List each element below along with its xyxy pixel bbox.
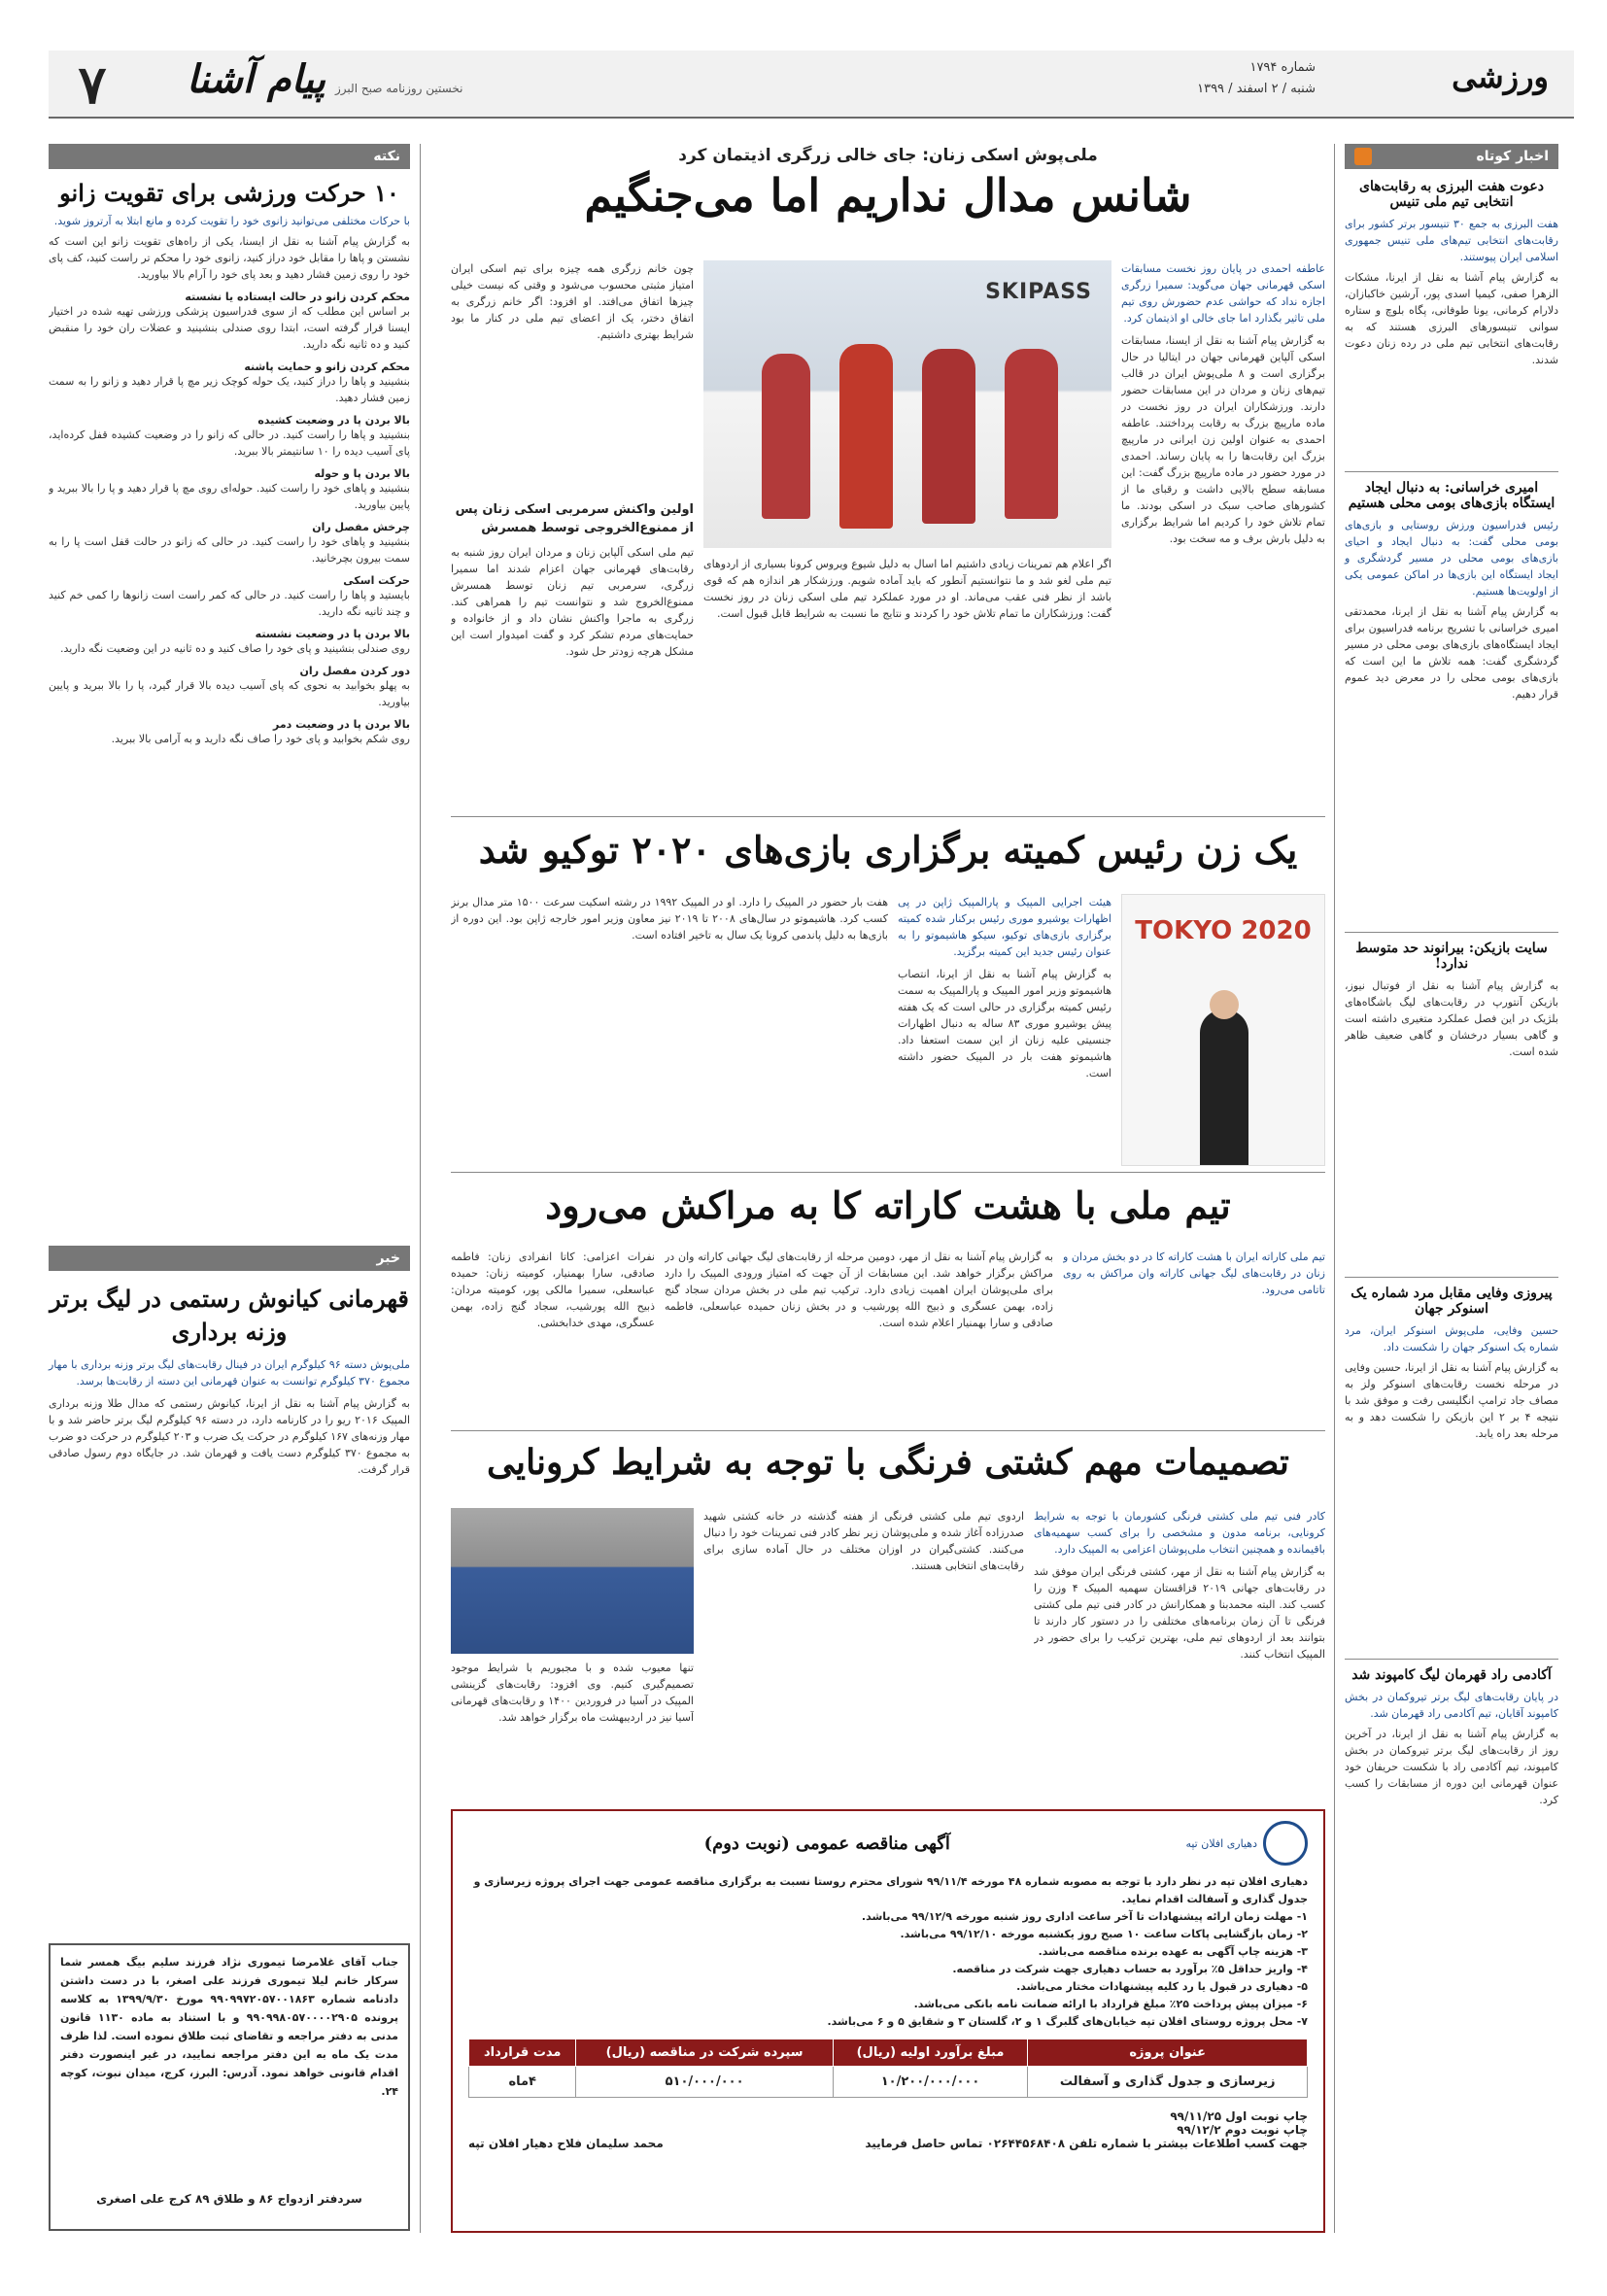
issue-number: شماره ۱۷۹۴	[1249, 60, 1316, 75]
karate-body: به گزارش پیام آشنا به نقل از مهر، دومین مرحله از رقابت‌های لیگ جهانی کاراته وان در مراکش برگزار خواهد شد. این مسابقات از آن جهت که امتیاز ورودی المپیک را دارد برای ملی‌پوشان ایران اهمیت زیادی دارد. ترکیب تیم ملی در بخش مردان سجاد گنج زاده، بهمن عسگری و ذبیح الله پورشیب و در بخش زنان حمیده عباسعلی، فاطمه صادقی و سارا بهمنیار اعلام شده است.	[665, 1251, 1053, 1329]
notice-body: جناب آقای غلامرضا تیموری نژاد فرزند سلیم بیگ همسر شما سرکار خانم لیلا تیموری فرزند علی اصغر، با در دست داشتن دادنامه شماره ۹۹۰۹۹۷۲۰۵۷۰۰۱۸۶۳ مورخ ۱۳۹۹/۹/۳۰ به کلاسه پرونده ۹۹۰۹۹۸۰۵۷۰۰۰۰۲۹۰۵ و با استناد به ماده ۱۱۳۰ قانون مدنی به دفتر مراجعه و تقاضای ثبت طلاق نموده است. لذا ظرف مدت یک ماه به این دفتر مراجعه نمایید، در غیر اینصورت دفتر اقدام قانونی خواهد نمود. آدرس: البرز، کرج، میدان نبوت، کوچه ۲۴.	[60, 1956, 398, 2098]
exercise-title: محکم کردن زانو در حالت ایستاده یا نشسته	[185, 291, 410, 303]
exercise-body: بر اساس این مطلب که از سوی فدراسیون پزشکی ورزشی تهیه شده در اختیار ایسنا قرار گرفته است، ابتدا روی صندلی بنشینید و عضلات ران خود را منقبض کنید و ده ثانیه نگه دارید.	[49, 305, 410, 351]
exercise-title: بالا بردن پا و حوله	[314, 467, 410, 480]
tender-print-2: چاپ نوبت دوم ۹۹/۱۲/۲	[1177, 2123, 1308, 2137]
tokyo-body: به گزارش پیام آشنا به نقل از ایرنا، انتصاب هاشیموتو وزیر امور المپیک و پارالمپیک به سمت رئیس کمیته برگزاری در حالی است که یک هفته پیش یوشیرو موری ۸۳ ساله به دنبال اظهارات جنسیتی علیه زنان از این سمت استعفا داد. هاشیموتو هفت بار در المپیک حضور داشته است.	[898, 968, 1111, 1079]
wrestling-body3: تنها معیوب شده و با مجبوریم با شرایط موجود تصمیم‌گیری کنیم. وی افزود: رقابت‌های گزینشی المپیک در آسیا در فروردین ۱۴۰۰ و رقابت‌های قهرمانی آسیا نیز در اردیبهشت ماه برگزار خواهد شد.	[451, 1662, 694, 1724]
tender-ad	[451, 1809, 1325, 2233]
short-news-label: اخبار کوتاه	[1345, 144, 1558, 169]
short-news-body-1: به گزارش پیام آشنا به نقل از ایرنا، مشکات الزهرا صفی، کیمیا اسدی پور، آرشین خاکبازان، دلارام کرمانی، یونا طوفانی، پگاه بلوچ و ستاره سوانی تنیسورهای البرزی هستند که به رقابت‌های انتخابی تیم ملی در رده زنان دعوت شدند.	[1345, 271, 1558, 366]
exercise-body: بنشینید و پاها را راست کنید. در حالی که زانو را در وضعیت کشیده قفل کرده‌اید، پای آسیب دیده را ۱۰ سانتیمتر بالا ببرید.	[49, 428, 410, 458]
ski-article	[451, 146, 1325, 222]
short-news-title-2: امیری خراسانی: به دنبال ایجاد ایستگاه بازی‌های بومی محلی هستیم	[1348, 480, 1556, 511]
table-header: مبلغ برآورد اولیه (ریال)	[833, 2039, 1028, 2067]
issue-date: شنبه / ۲ اسفند / ۱۳۹۹	[1197, 82, 1316, 96]
news-column	[49, 1246, 410, 1726]
short-news-body-4: به گزارش پیام آشنا به نقل از ایرنا، حسین وفایی در مرحله نخست رقابت‌های اسنوکر ولز به مصاف جاد ترامپ انگلیسی رفت و موفق شد با نتیجه ۴ بر ۲ این بازیکن را شکست دهد و به مرحله بعد راه یابد.	[1345, 1361, 1558, 1440]
tender-intro: دهیاری افلان تپه در نظر دارد با توجه به مصوبه شماره ۴۸ مورخه ۹۹/۱۱/۴ شورای محترم روستا نسبت به برگزاری مناقصه عمومی جهت اجرای پروژه زیرسازی و جدول گذاری و آسفالت اقدام نماید.	[473, 1875, 1308, 1905]
short-news-lead-1: هفت البرزی به جمع ۳۰ تنیسور برتر کشور برای رقابت‌های انتخابی تیم‌های ملی تنیس جمهوری اسلامی ایران پیوستند.	[1345, 218, 1558, 263]
ski-body2: اگر اعلام هم تمرینات زیادی داشتیم اما اسال به دلیل شیوع ویروس کرونا بسیاری از اردوهای تیم ملی لغو شد و ما نتوانستیم آنطور که باید آماده شویم. ورزشکار هر اندازه هم که قوی باشد از نظر فنی عقب می‌ماند. او در مورد عملکرد تیم ملی اسکی زنان در روز نخست گفت: ورزشکاران ما تمام تلاش خود را کردند و نتایج ما نسبت به شرایط قابل قبول است.	[703, 558, 1111, 620]
exercise-title: بالا بردن پا در وضعیت کشیده	[257, 414, 410, 427]
tender-item: ۵- دهیاری در قبول یا رد کلیه پیشنهادات مختار می‌باشد.	[1016, 1980, 1308, 1993]
tips-title: ۱۰ حرکت ورزشی برای تقویت زانو	[59, 179, 399, 207]
wrestling-text-1	[1034, 1508, 1325, 1799]
table-header: عنوان پروژه	[1028, 2039, 1308, 2067]
ski-photo	[703, 260, 1111, 548]
tender-org: دهیاری افلان تپه	[1185, 1836, 1257, 1850]
exercise-body: بنشینید و پاها را دراز کنید، یک حوله کوچک زیر مچ پا قرار دهید و زانو را به سمت زمین فشار دهید.	[49, 375, 410, 404]
ski-sub-headline: اولین واکنش سرمربی اسکی زنان پس از ممنوع‌الخروجی توسط همسرش	[455, 502, 694, 535]
table-header: سپرده شرکت در مناقصه (ریال)	[576, 2039, 833, 2067]
ski-body3: چون خانم زرگری همه چیزه برای تیم اسکی ایران امتیاز مثبتی محسوب می‌شود و وقتی که نیست خیلی چیزها اتفاق می‌افتد. او افزود: اگر خانم زرگری به اتفاق دختر، یک از اعضای تیم ملی در کنار ما بود شرایط بهتری داشتیم.	[451, 262, 694, 341]
news-title: قهرمانی کیانوش رستمی در لیگ برتر وزنه برداری	[50, 1285, 409, 1346]
exercise-body: روی صندلی بنشینید و پای خود را صاف کنید و ده ثانیه در این وضعیت نگه دارید.	[60, 642, 410, 655]
short-news-title-3: سایت بازیکن: بیرانوند حد متوسط ندارد!	[1355, 941, 1548, 972]
news-body: به گزارش پیام آشنا به نقل از ایرنا، کیانوش رستمی که مدال طلا وزنه برداری المپیک ۲۰۱۶ ریو را در کارنامه دارد، در دسته ۹۶ کیلوگرم لیگ برتر حاضر شد و با مهار وزنه‌های ۱۶۷ کیلوگرم در حرکت یک ضرب و ۲۰۳ کیلوگرم در حرکت دو ضرب به مجموع ۳۷۰ کیلوگرم دست یافت و قهرمان شد. در جایگاه دوم رسول صادقی قرار گرفت.	[49, 1397, 410, 1476]
exercise-body: بایستید و پاها را راست کنید. در حالی که کمر راست است زانوها را کمی خم کنید و چند ثانیه نگه دارید.	[49, 589, 410, 618]
tips-label: نکته	[49, 144, 410, 169]
karate-text-1	[1063, 1249, 1325, 1423]
short-news-body-5: به گزارش پیام آشنا به نقل از ایرنا، در آخرین روز از رقابت‌های لیگ برتر تیروکمان در بخش کامپوند، تیم آکادمی راد با شکست حریفان خود عنوان قهرمانی این دوره از مسابقات را کسب کرد.	[1345, 1728, 1558, 1806]
exercise-title: دور کردن مفصل ران	[299, 665, 410, 677]
notice-signature: سردفتر ازدواج ۸۶ و طلاق ۸۹ کرج علی اصغری	[96, 2192, 362, 2206]
tips-column	[49, 144, 410, 1118]
exercise-title: حرکت اسکی	[343, 574, 410, 587]
tips-lead: با حرکات مختلفی می‌توانید زانوی خود را تقویت کرده و مانع ابتلا به آرتروز شوید.	[53, 215, 410, 227]
karate-headline: تیم ملی با هشت کاراته کا به مراکش می‌رود	[545, 1183, 1231, 1227]
ski-photo-caption: SKIPASS	[985, 280, 1092, 304]
logo: پیام آشنا	[187, 56, 325, 102]
exercise-title: بالا بردن پا در وضعیت دمر	[273, 718, 410, 731]
table-header: مدت قرارداد	[469, 2039, 576, 2067]
news-label: خبر	[49, 1246, 410, 1271]
exercise-body: به پهلو بخوابید به نحوی که پای آسیب دیده بالا قرار گیرد، پا را بالا ببرید و پایین بیاورید.	[49, 679, 410, 708]
tokyo-photo-caption: TOKYO 2020	[1135, 916, 1312, 945]
tender-title: آگهی مناقصه عمومی (نوبت دوم)	[703, 1833, 950, 1854]
emblem-icon	[1263, 1821, 1308, 1866]
tender-item: ۲- زمان بازگشایی پاکات ساعت ۱۰ صبح روز یکشنبه مورخه ۹۹/۱۲/۱۰ می‌باشد.	[900, 1928, 1308, 1940]
ski-kicker: ملی‌پوش اسکی زنان: جای خالی زرگری اذیتمان کرد	[678, 146, 1098, 165]
short-news-lead-5: در پایان رقابت‌های لیگ برتر تیروکمان در بخش کامپوند آقایان، تیم آکادمی راد قهرمان شد.	[1345, 1691, 1558, 1720]
ski-headline: شانس مدال نداریم اما می‌جنگیم	[584, 169, 1192, 222]
short-news-lead-2: رئیس فدراسیون ورزش روستایی و بازی‌های بومی محلی گفت: به دنبال ایجاد و احیای بازی‌های بومی محلی در مسیر گردشگری و ایجاد ایستگاه این بازی‌ها در اماکن عمومی یکی از اولویت‌ها هستیم.	[1345, 519, 1558, 598]
tender-contact: جهت کسب اطلاعات بیشتر با شماره تلفن ۰۲۶۴۴۵۶۸۴۰۸ تماس حاصل فرمایید	[865, 2137, 1308, 2150]
short-news-title-5: آکادمی راد قهرمان لیگ کامپوند شد	[1351, 1667, 1552, 1683]
wrestling-headline: تصمیمات مهم کشتی فرنگی با توجه به شرایط کرونایی	[487, 1442, 1289, 1483]
exercise-body: روی شکم بخوابید و پای خود را صاف نگه دارید و به آرامی بالا ببرید.	[111, 733, 410, 745]
karate-body2: نفرات اعزامی: کاتا انفرادی زنان: فاطمه صادقی، سارا بهمنیار، کومیته زنان: حمیده عباسعلی، سمیرا مالکی پور، کومیته مردان: ذبیح الله پورشیب، سجاد گنج زاده، بهمن عسگری، مهدی خدابخشی.	[451, 1251, 655, 1329]
page-number: ۷	[78, 53, 107, 116]
wrestling-photo	[451, 1508, 694, 1654]
wrestling-body2: اردوی تیم ملی کشتی فرنگی از هفته گذشته در خانه کشتی شهید صدرزاده آغاز شده و ملی‌پوشان زیر نظر کادر فنی تمرینات خود را دنبال می‌کنند. کشتی‌گیران در اوزان مختلف در حال آماده سازی برای رقابت‌های انتخابی هستند.	[703, 1510, 1024, 1572]
tender-item: ۱- مهلت زمان ارائه پیشنهادات تا آخر ساعت اداری روز شنبه مورخه ۹۹/۱۲/۹ می‌باشد.	[861, 1910, 1308, 1923]
section-title: ورزشی	[1452, 58, 1549, 95]
exercise-title: محکم کردن زانو و حمایت پاشنه	[244, 360, 410, 373]
exercise-title: چرخش مفصل ران	[312, 521, 410, 533]
tender-item: ۳- هزینه چاپ آگهی به عهده برنده مناقصه می‌باشد.	[1038, 1945, 1308, 1958]
wrestling-body: به گزارش پیام آشنا به نقل از مهر، کشتی فرنگی ایران موفق شد در رقابت‌های جهانی ۲۰۱۹ قزاقستان سهمیه المپیک ۴ وزن را کسب کند. البته محمدبنا و همکارانش در کادر فنی تیم ملی کشتی فرنگی تا آن زمان برنامه‌های مختلفی را در دستور کار دارند تا بتوانند بعد از اردوهای تیم ملی، بهترین ترکیب را برای حضور در المپیک انتخاب کنند.	[1034, 1565, 1325, 1661]
tokyo-body2: هفت بار حضور در المپیک را دارد. او در المپیک ۱۹۹۲ در رشته اسکیت سرعت ۱۵۰۰ متر مدال برنز کسب کرد. هاشیموتو در سال‌های ۲۰۰۸ تا ۲۰۱۹ نیز معاون وزیر امور خارجه ژاپن بود. این دوره از بازی‌ها به دلیل پاندمی کرونا یک سال به تاخیر افتاده است.	[451, 896, 888, 942]
short-news-body-2: به گزارش پیام آشنا به نقل از ایرنا، محمدتقی امیری خراسانی با تشریح برنامه فدراسیون برای ایجاد ایستگاه‌های بازی‌های بومی محلی در مسیر گردشگری گفت: همه تلاش ما این است که بازی‌های بومی محلی را در معرض دید عموم قرار دهیم.	[1345, 605, 1558, 701]
tokyo-photo	[1121, 894, 1325, 1166]
legal-notice	[49, 1943, 410, 2231]
tender-table	[468, 2039, 1308, 2098]
short-news-title-1: دعوت هفت البرزی به رقابت‌های انتخابی تیم ملی تنیس	[1359, 179, 1544, 210]
rss-icon	[1354, 148, 1372, 165]
tokyo-headline: یک زن رئیس کمیته برگزاری بازی‌های ۲۰۲۰ توکیو شد	[478, 828, 1298, 872]
tender-item: ۴- واریز حداقل ۵٪ برآورد به حساب دهیاری جهت شرکت در مناقصه.	[952, 1963, 1308, 1975]
ski-sub-body: تیم ملی اسکی آلپاین زنان و مردان ایران روز شنبه به رقابت‌های قهرمانی جهان اعزام شدند اما سمیرا زرگری، سرمربی تیم زنان توسط همسرش ممنوع‌الخروج شد و نتوانست تیم را همراهی کند. زرگری به ماجرا واکنش نشان داد و از خانواده و حمایت‌های مردم تشکر کرد و گفت امیدوار است این مشکل هرچه زودتر حل شود.	[451, 546, 694, 658]
tagline: نخستین روزنامه صبح البرز	[335, 82, 463, 95]
short-news-lead-4: حسین وفایی، ملی‌پوش اسنوکر ایران، مرد شماره یک اسنوکر جهان را شکست داد.	[1345, 1324, 1558, 1354]
short-news-column	[1345, 144, 1558, 2233]
tender-items	[468, 1908, 1308, 2031]
tender-item: ۷- محل پروژه روستای افلان تپه خیابان‌های گلبرگ ۱ و ۲، گلستان ۳ و شقایق ۵ و ۶ می‌باشد.	[827, 2015, 1308, 2028]
exercise-list	[49, 283, 410, 1118]
short-news-body-3: به گزارش پیام آشنا به نقل از فوتبال نیوز، بازیکن آنتورپ در رقابت‌های لیگ باشگاه‌های بلژیک در این فصل عملکرد متغیری داشته است و گاهی بسیار درخشان و گاهی ضعیف ظاهر شده است.	[1345, 979, 1558, 1058]
tokyo-lead: هیئت اجرایی المپیک و پارالمپیک ژاپن در پی اظهارات یوشیرو موری رئیس برکنار شده کمیته برگزاری بازی‌های توکیو، سیکو هاشیموتو را به عنوان رئیس جدید این کمیته برگزید.	[898, 896, 1111, 958]
ski-lead-col	[1121, 260, 1325, 805]
ski-lead: عاطفه احمدی در پایان روز نخست مسابقات اسکی قهرمانی جهان می‌گوید: سمیرا زرگری اجازه نداد که حواشی عدم حضورش روی تیم ملی تاثیر بگذارد اما جای خالی او اذیتمان کرد.	[1121, 262, 1325, 325]
exercise-body: بنشینید و پاهای خود را راست کنید. حوله‌ای روی مچ پا قرار دهید و پا را بالا ببرید و پایین بیاورید.	[49, 482, 410, 511]
tender-signature: محمد سلیمان فلاح دهیار افلان تپه	[468, 2137, 664, 2150]
karate-lead: تیم ملی کاراته ایران با هشت کاراته کا در دو بخش مردان و زنان در رقابت‌های لیگ جهانی کاراته وان مراکش به روی تاتامی می‌رود.	[1063, 1251, 1325, 1296]
table-row: زیرسازی و جدول گذاری و آسفالت ۱۰/۲۰۰/۰۰۰/۰۰۰ ۵۱۰/۰۰۰/۰۰۰ ۴ماه	[469, 2067, 1308, 2098]
tips-body: به گزارش پیام آشنا به نقل از ایسنا، یکی از راه‌های تقویت زانو این است که نشستن و پاها را مقابل خود دراز کنید، زانوی خود را محکم تر راست کنید، کف پای خود را روی زمین فشار دهید و بعد پای خود را آرام بالا بیاورید.	[49, 235, 410, 281]
exercise-title: بالا بردن پا در وضعیت نشسته	[255, 628, 410, 640]
tender-print-1: چاپ نوبت اول ۹۹/۱۱/۲۵	[1170, 2109, 1308, 2123]
ski-body: به گزارش پیام آشنا به نقل از ایسنا، مسابقات اسکی آلپاین قهرمانی جهان در ایتالیا در حال برگزاری است و ۸ ملی‌پوش ایران در قالب تیم‌های زنان و مردان در این مسابقات حضور دارند. ورزشکاران ایران در روز نخست در ماده مارپیچ بزرگ به رقابت پرداختند. عاطفه احمدی به عنوان اولین زن ایرانی در مارپیچ بزرگ این رقابت‌ها را به پایان رساند. احمدی در مورد حضور در ماده مارپیچ بزرگ گفت: این مسابقه سطح بالایی داشت و رقبای ما از کشورهای صاحب سبک در اسکی بودند. ما تمام تلاش خود را کردیم اما شرایط برگزاری به دلیل بارش برف و مه سخت بود.	[1121, 334, 1325, 545]
news-lead: ملی‌پوش دسته ۹۶ کیلوگرم ایران در فینال رقابت‌های لیگ برتر وزنه برداری با مهار مجموع ۳۷۰ کیلوگرم توانست به عنوان قهرمانی این دسته از رقابت‌ها برسد.	[49, 1358, 411, 1388]
wrestling-lead: کادر فنی تیم ملی کشتی فرنگی کشورمان با توجه به شرایط کرونایی، برنامه مدون و مشخصی را برای کسب سهمیه‌های باقیمانده و همچنین انتخاب ملی‌پوشان اعزامی به المپیک دارد.	[1034, 1510, 1325, 1556]
exercise-body: بنشینید و پاهای خود را راست کنید. در حالی که زانو در حالت قفل است پا را به سمت بیرون بچرخانید.	[49, 535, 410, 565]
tokyo-text-1	[898, 894, 1111, 1166]
short-news-title-4: پیروزی وفایی مقابل مرد شماره یک اسنوکر جهان	[1351, 1285, 1553, 1317]
tender-item: ۶- میزان پیش پرداخت ۲۵٪ مبلغ قرارداد با ارائه ضمانت نامه بانکی می‌باشد.	[913, 1998, 1308, 2010]
